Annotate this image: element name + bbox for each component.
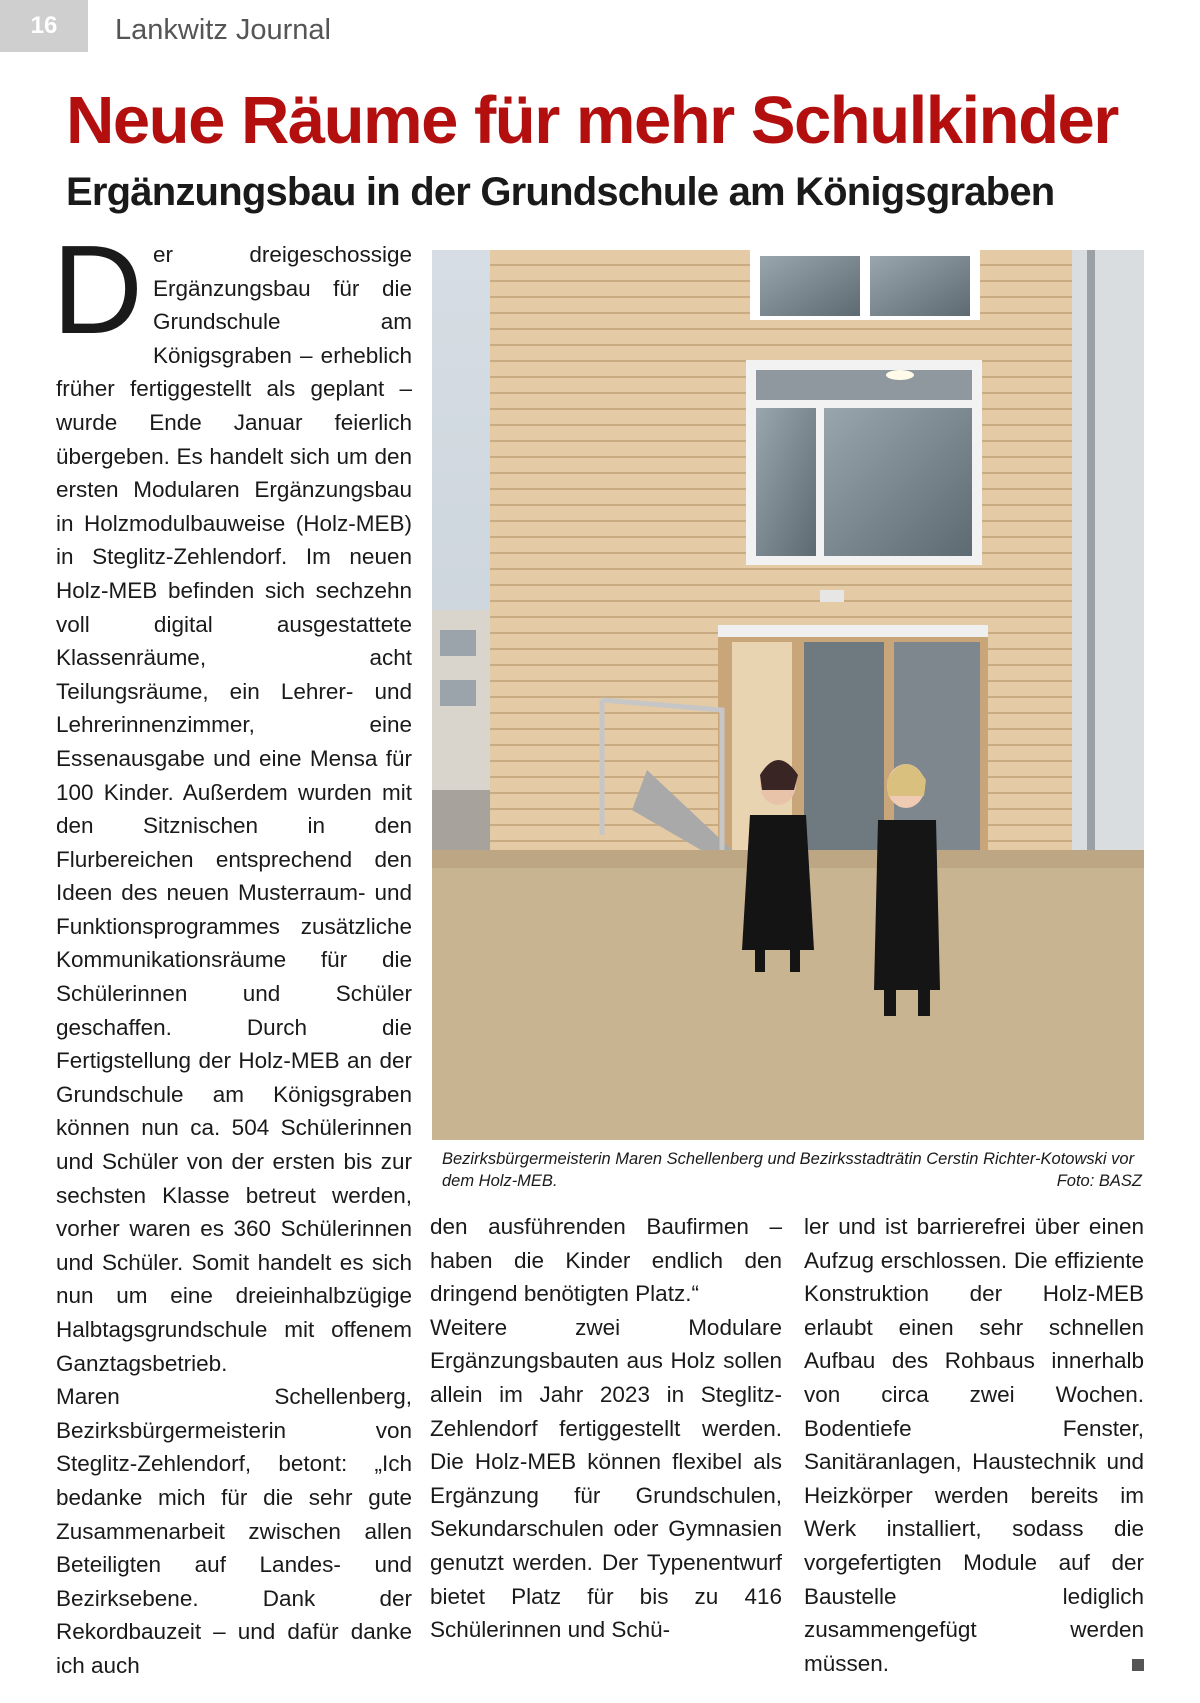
article-subtitle: Ergänzungsbau in der Grundschule am Königsgraben	[66, 170, 1055, 214]
caption-text: Bezirksbürgermeisterin Maren Schellenberg und Bezirksstadträtin Cerstin Richter-Kotowski vor dem Holz-MEB.	[442, 1150, 1135, 1190]
end-of-article-mark	[1132, 1659, 1144, 1671]
text-column-3	[804, 1210, 1144, 1680]
article-photo	[432, 250, 1144, 1140]
journal-name: Lankwitz Journal	[115, 14, 331, 46]
school-building-illustration	[432, 250, 1144, 1140]
drop-cap: D	[52, 219, 143, 360]
construction-text: ler und ist barrierefrei über einen Aufzug erschlossen. Die effiziente Konstruktion der Holz-MEB erlaubt einen sehr schnellen Aufbau des Rohbaus innerhalb von circa zwei Wochen. Bodentiefe Fenster, Sanitäranlagen, Haustechnik und Heizkörper werden bereits im Werk installiert, sodass die vorgefertigten Module auf der Baustelle lediglich zusammengefügt werden müssen.	[804, 1214, 1144, 1676]
photo-credit: Foto: BASZ	[1056, 1172, 1142, 1190]
body-paragraph-intro: er dreigeschossige Ergänzungsbau für die Grundschule am Königsgraben – erheblich früher fertiggestellt als geplant – wurde Ende Januar feierlich übergeben. Es handelt sich um den ersten Modularen Ergänzungsbau in Holzmodulbauweise (Holz-MEB) in Steglitz-Zehlendorf. Im neuen Holz-MEB befinden sich sechzehn voll digital ausgestattete Klassenräume, acht Teilungsräume, ein Lehrer- und Lehrerinnenzimmer, eine Essenausgabe und eine Mensa für 100 Kinder. Außerdem wurden mit den Sitznischen in den Flurbereichen entsprechend den Ideen des neuen Musterraum- und Funktionsprogrammes zusätzliche Kommunikationsräume für die Schülerinnen und Schüler geschaffen. Durch die Fertigstellung der Holz-MEB an der Grundschule am Königsgraben können nun ca. 504 Schülerinnen und Schüler von der ersten bis zur sechsten Klasse betreut werden, vorher waren es 360 Schülerinnen und Schüler. Somit handelt es sich nun um eine dreieinhalbzügige Halbtagsgrundschule mit offenem Ganztagsbetrieb.	[56, 242, 412, 1376]
body-paragraph-construction	[804, 1210, 1144, 1680]
text-column-1	[52, 219, 412, 1683]
photo-caption	[442, 1148, 1142, 1192]
body-paragraph-outlook: Weitere zwei Modulare Ergänzungsbauten aus Holz sollen allein im Jahr 2023 in Steglitz-Zehlendorf fertiggestellt werden. Die Holz-MEB können flexibel als Ergänzung für Grundschulen, Sekundarschulen oder Gymnasien genutzt werden. Der Typenentwurf bietet Platz für bis zu 416 Schülerinnen und Schü-	[430, 1314, 782, 1643]
page-number: 16	[0, 0, 88, 52]
body-paragraph-quote: Maren Schellenberg, Bezirksbürgermeisterin von Steglitz-Zehlendorf, betont: „Ich bedanke mich für die sehr gute Zusammenarbeit zwischen allen Beteiligten auf Landes- und Bezirksebene. Dank der Rekordbauzeit – und dafür danke ich auch	[56, 1384, 412, 1678]
text-column-2	[430, 1210, 782, 1647]
body-paragraph-quote-end: den ausführenden Baufirmen – haben die Kinder endlich den dringend benötigten Platz.“	[430, 1214, 782, 1307]
article-title: Neue Räume für mehr Schulkinder	[66, 83, 1118, 158]
